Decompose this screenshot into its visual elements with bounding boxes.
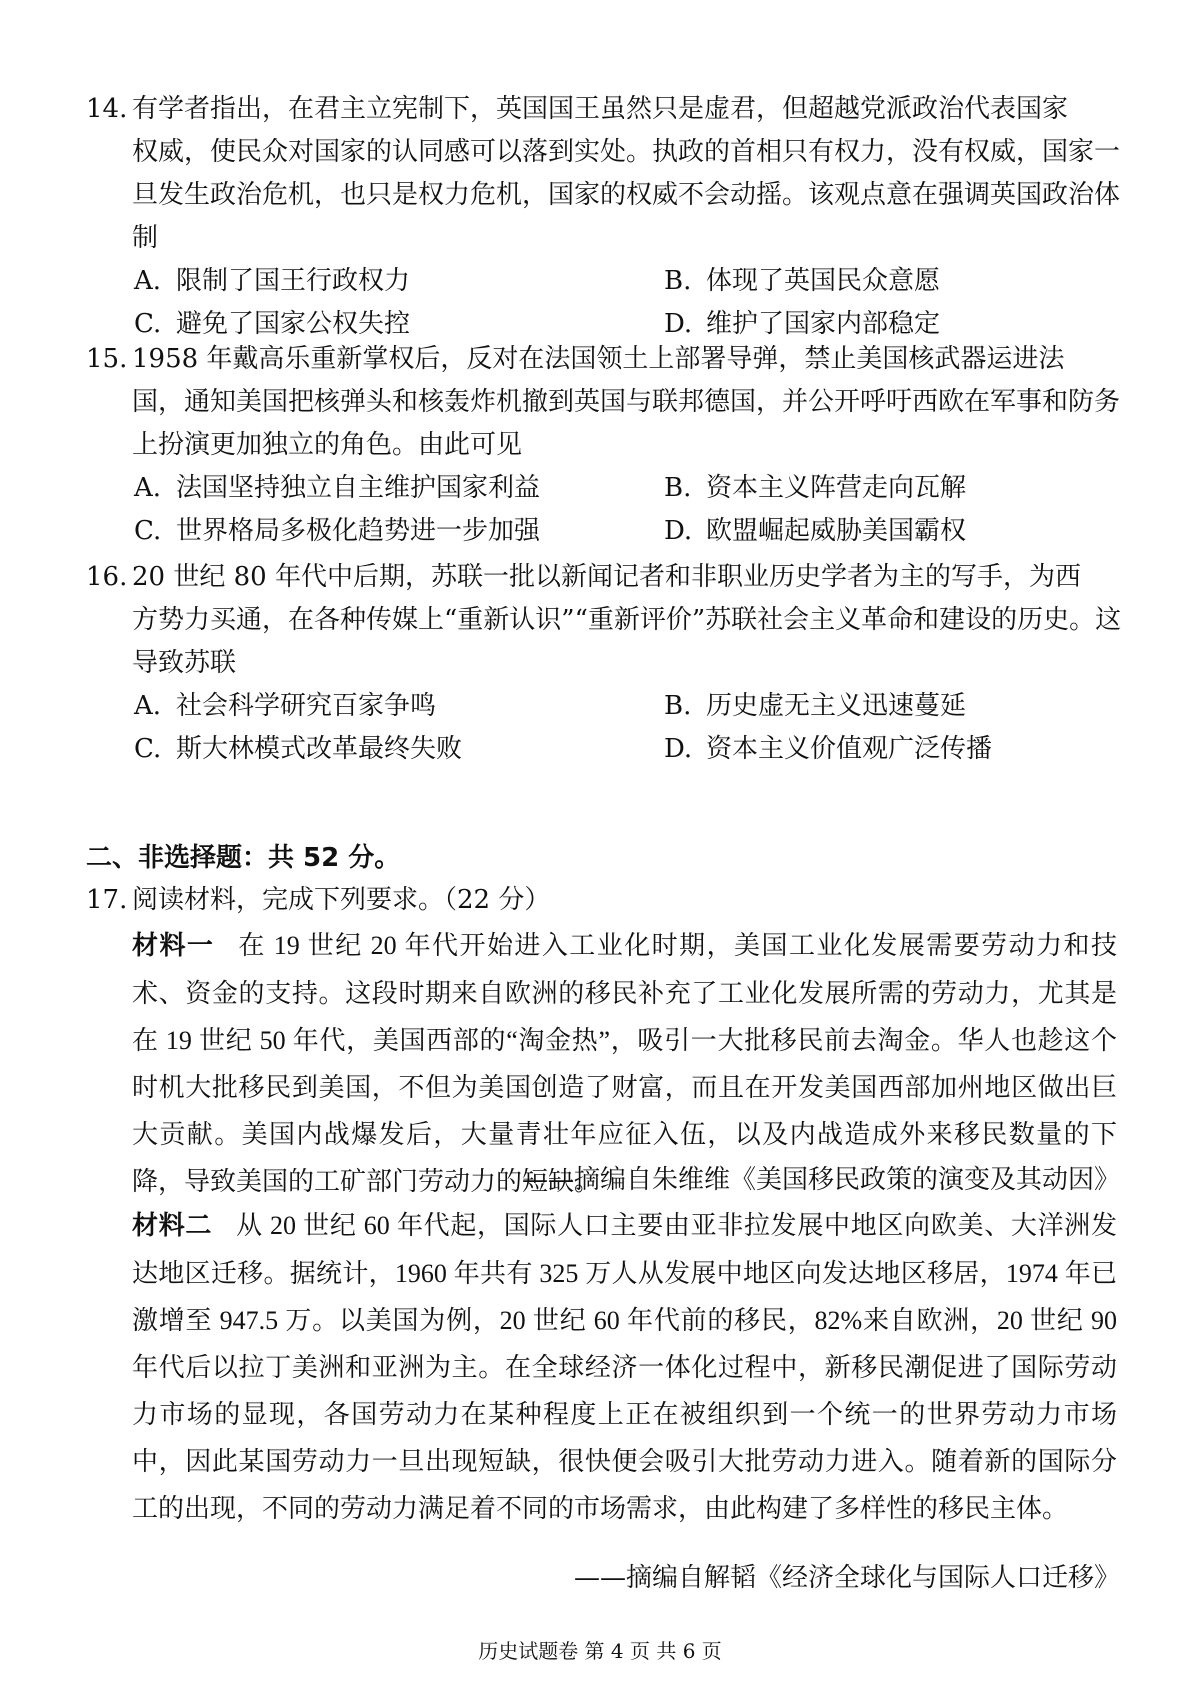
question-number: 17. [86, 885, 128, 915]
option-label: C. [134, 516, 162, 546]
option-label: B. [664, 473, 692, 503]
option-a [134, 685, 664, 728]
question-16 [86, 556, 1126, 771]
option-text: 斯大林模式改革最终失败 [176, 734, 463, 764]
question-15 [86, 338, 1126, 553]
option-text: 限制了国王行政权力 [176, 266, 411, 296]
option-label: C. [134, 309, 162, 339]
option-label: D. [664, 734, 693, 764]
option-c [134, 728, 664, 771]
option-label: B. [664, 266, 692, 296]
option-a [134, 467, 664, 510]
stem-continuation: 权威，使民众对国家的认同感可以落到实处。执政的首相只有权力，没有权威，国家一旦发生政治危机，也只是权力危机，国家的权威不会动摇。该观点意在强调英国政治体制 [132, 137, 1121, 253]
option-text: 体现了英国民众意愿 [706, 266, 941, 296]
question-prompt: 阅读材料，完成下列要求。（22 分） [132, 885, 551, 915]
option-text: 资本主义价值观广泛传播 [706, 734, 993, 764]
option-text: 法国坚持独立自主维护国家利益 [176, 473, 541, 503]
options [134, 685, 1126, 771]
page-footer: 历史试题卷 第 4 页 共 6 页 [478, 1639, 722, 1663]
option-d [664, 510, 1164, 553]
question-number: 16. [86, 562, 128, 592]
question-number: 15. [86, 344, 128, 374]
option-text: 资本主义阵营走向瓦解 [706, 473, 967, 503]
options [134, 260, 1126, 346]
question-14 [86, 88, 1126, 346]
question-stem [86, 338, 1126, 467]
option-text: 欧盟崛起威胁美国霸权 [706, 516, 967, 546]
option-label: D. [664, 309, 693, 339]
section-heading: 二、非选择题：共 52 分。 [86, 843, 401, 873]
options [134, 467, 1126, 553]
option-label: C. [134, 734, 162, 764]
option-label: A. [134, 266, 162, 296]
option-c [134, 510, 664, 553]
option-label: D. [664, 516, 693, 546]
material-two-source: ——摘编自解韬《经济全球化与国际人口迁移》 [573, 1563, 1120, 1593]
option-text: 避免了国家公权失控 [176, 309, 411, 339]
stem-first-line: 有学者指出，在君主立宪制下，英国国王虽然只是虚君，但超越党派政治代表国家 [132, 94, 1069, 124]
option-a [134, 260, 664, 303]
option-text: 世界格局多极化趋势进一步加强 [176, 516, 541, 546]
stem-continuation: 方势力买通，在各种传媒上“重新认识”“重新评价”苏联社会主义革命和建设的历史。这导致苏联 [132, 605, 1122, 678]
option-text: 历史虚无主义迅速蔓延 [706, 691, 967, 721]
material-one-source: ——摘编自朱维维《美国移民政策的演变及其动因》 [521, 1165, 1120, 1195]
material-text: 在 19 世纪 20 年代开始进入工业化时期，美国工业化发展需要劳动力和技术、资金的支持。这段时期来自欧洲的移民补充了工业化发展所需的劳动力，尤其是在 19 世纪 50 年代，美国西部的“淘金热”，吸引一大批移民前去淘金。华人也趁这个时机大批移民到美国，不但为美国创造了财富，而且在开发美国西部加州地区做出巨大贡献。美国内战爆发后，大量青壮年应征入伍，以及内战造成外来移民数量的下降，导致美国的工矿部门劳动力的短缺。 [132, 931, 1117, 1196]
option-text: 社会科学研究百家争鸣 [176, 691, 437, 721]
question-number: 14. [86, 94, 128, 124]
option-label: B. [664, 691, 692, 721]
stem-first-line: 1958 年戴高乐重新掌权后，反对在法国领土上部署导弹，禁止美国核武器运进法 [132, 344, 1065, 374]
option-label: A. [134, 691, 162, 721]
stem-continuation: 国，通知美国把核弹头和核轰炸机撤到英国与联邦德国，并公开呼吁西欧在军事和防务上扮演更加独立的角色。由此可见 [132, 387, 1121, 460]
option-text: 维护了国家内部稳定 [706, 309, 941, 339]
question-17 [86, 880, 1126, 920]
material-label: 材料一 [132, 931, 215, 961]
option-label: A. [134, 473, 162, 503]
question-stem [86, 88, 1126, 260]
stem-first-line: 20 世纪 80 年代中后期，苏联一批以新闻记者和非职业历史学者为主的写手，为西 [132, 562, 1081, 592]
material-label: 材料二 [132, 1211, 213, 1241]
material-text: 从 20 世纪 60 年代起，国际人口主要由亚非拉发展中地区向欧美、大洋洲发达地区迁移。据统计，1960 年共有 325 万人从发展中地区向发达地区移居，1974 年已激增至 947.5 万。以美国为例，20 世纪 60 年代前的移民，82%来自欧洲，20 世纪 90 年代后以拉丁美洲和亚洲为主。在全球经济一体化过程中，新移民潮促进了国际劳动力市场的显现，各国劳动力在某种程度上正在被组织到一个统一的世界劳动力市场中，因此某国劳动力一旦出现短缺，很快便会吸引大批劳动力进入。随着新的国际分工的出现，不同的劳动力满足着不同的市场需求，由此构建了多样性的移民主体。 [132, 1211, 1117, 1523]
option-b [664, 685, 1164, 728]
option-b [664, 467, 1164, 510]
option-d [664, 728, 1164, 771]
option-b [664, 260, 1164, 303]
question-stem [86, 556, 1126, 685]
material-two [132, 1202, 1117, 1532]
